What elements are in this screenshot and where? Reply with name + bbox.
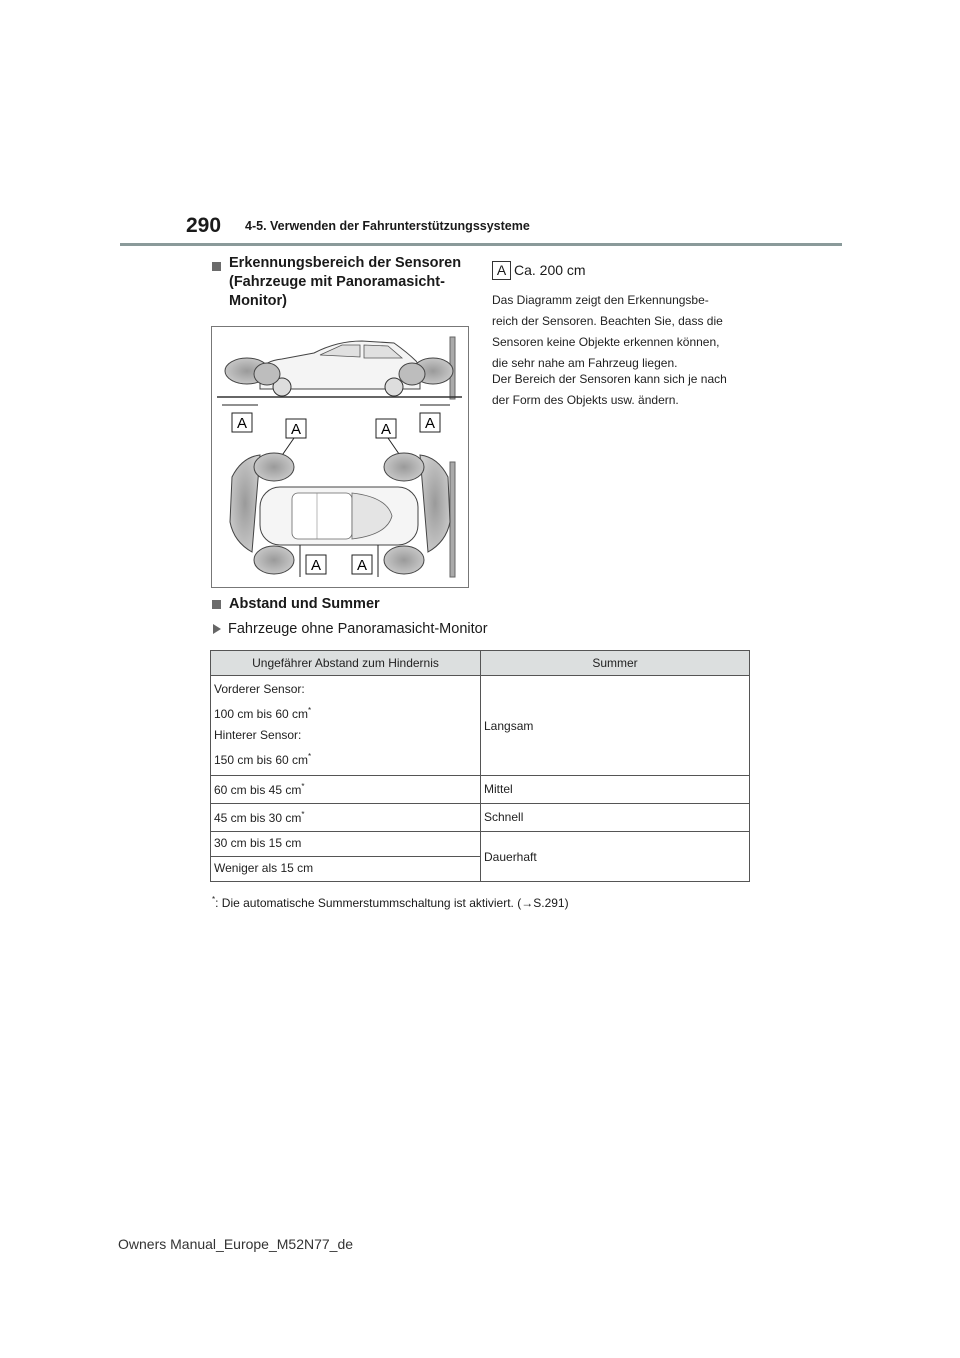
table-header-cell: Summer: [481, 651, 750, 676]
arrow-icon: →: [521, 896, 534, 910]
triangle-bullet-icon: [213, 624, 221, 634]
label-a: [232, 413, 252, 432]
sub-heading: Fahrzeuge ohne Panoramasicht-Monitor: [228, 621, 488, 637]
table-cell: Langsam: [481, 676, 750, 776]
sensor-zone: [420, 455, 450, 552]
footnote-star: *: [212, 895, 216, 904]
svg-text:A: A: [236, 415, 248, 432]
table-cell: 45 cm bis 30 cm*: [211, 804, 481, 832]
svg-text:A: A: [290, 421, 302, 438]
heading-line: Erkennungsbereich der Sensoren: [229, 255, 462, 271]
page-reference-link[interactable]: S.291): [533, 896, 569, 910]
footnote: [212, 895, 569, 910]
sensor-zone: [399, 363, 425, 385]
description-paragraph: [492, 290, 762, 374]
paragraph-line: die sehr nahe am Fahrzeug liegen.: [492, 356, 678, 370]
label-a: [376, 419, 396, 438]
svg-text:A: A: [380, 421, 392, 438]
sensor-zone: [254, 546, 294, 574]
section-title: 4-5. Verwenden der Fahrunterstützungssysteme: [245, 219, 530, 233]
sensor-zone: [384, 453, 424, 481]
label-a: [286, 419, 306, 438]
table-cell: Schnell: [481, 804, 750, 832]
sensor-zone: [254, 363, 280, 385]
table-cell: 30 cm bis 15 cm: [211, 832, 481, 857]
footnote-text: : Die automatische Summerstummschaltung ist aktiviert. (: [215, 896, 522, 910]
table-header-row: [211, 651, 750, 676]
table-row: [211, 676, 750, 776]
table-row: [211, 804, 750, 832]
table-header-cell: Ungefährer Abstand zum Hindernis: [211, 651, 481, 676]
cell-line: 100 cm bis 60 cm*: [214, 706, 312, 721]
table-row: [211, 776, 750, 804]
svg-text:A: A: [424, 415, 436, 432]
sensor-range-illustration: [212, 327, 468, 587]
legend-label-box: A: [492, 261, 511, 280]
paragraph-line: Der Bereich der Sensoren kann sich je nach: [492, 372, 727, 386]
legend-text: Ca. 200 cm: [514, 262, 586, 278]
footer: Owners Manual_Europe_M52N77_de: [118, 1236, 354, 1252]
paragraph-line: der Form des Objekts usw. ändern.: [492, 393, 679, 407]
heading-line: Monitor): [229, 293, 287, 309]
cell-line: 150 cm bis 60 cm*: [214, 752, 312, 767]
table-row: [211, 832, 750, 857]
paragraph-line: Das Diagramm zeigt den Erkennungsbe-: [492, 293, 709, 307]
side-view-car: [260, 341, 420, 396]
svg-text:A: A: [356, 557, 368, 574]
heading-bullet-icon: [212, 262, 221, 271]
heading-line: (Fahrzeuge mit Panoramasicht-: [229, 274, 445, 290]
label-a: [352, 555, 372, 574]
table-cell: [211, 676, 481, 776]
label-a: [306, 555, 326, 574]
svg-text:A: A: [310, 557, 322, 574]
section-heading-detection-range: [229, 254, 479, 311]
heading-bullet-icon: [212, 600, 221, 609]
cell-line: Vorderer Sensor:: [214, 682, 305, 696]
header-rule: [120, 243, 842, 246]
table-cell: 60 cm bis 45 cm*: [211, 776, 481, 804]
section-heading-distance-buzzer: Abstand und Summer: [229, 596, 380, 612]
label-a: [420, 413, 440, 432]
table-cell: Weniger als 15 cm: [211, 857, 481, 882]
top-view-car: [260, 487, 418, 545]
table-cell: Mittel: [481, 776, 750, 804]
paragraph-line: reich der Sensoren. Beachten Sie, dass die: [492, 314, 723, 328]
distance-buzzer-table: [210, 650, 750, 882]
table-cell: Dauerhaft: [481, 832, 750, 882]
cell-line: Hinterer Sensor:: [214, 728, 302, 742]
sensor-range-diagram: [211, 326, 469, 588]
sensor-zone: [384, 546, 424, 574]
paragraph-line: Sensoren keine Objekte erkennen können,: [492, 335, 720, 349]
description-paragraph: [492, 369, 762, 411]
sensor-zone: [254, 453, 294, 481]
wall-post: [450, 462, 455, 577]
page-number: 290: [186, 214, 222, 237]
